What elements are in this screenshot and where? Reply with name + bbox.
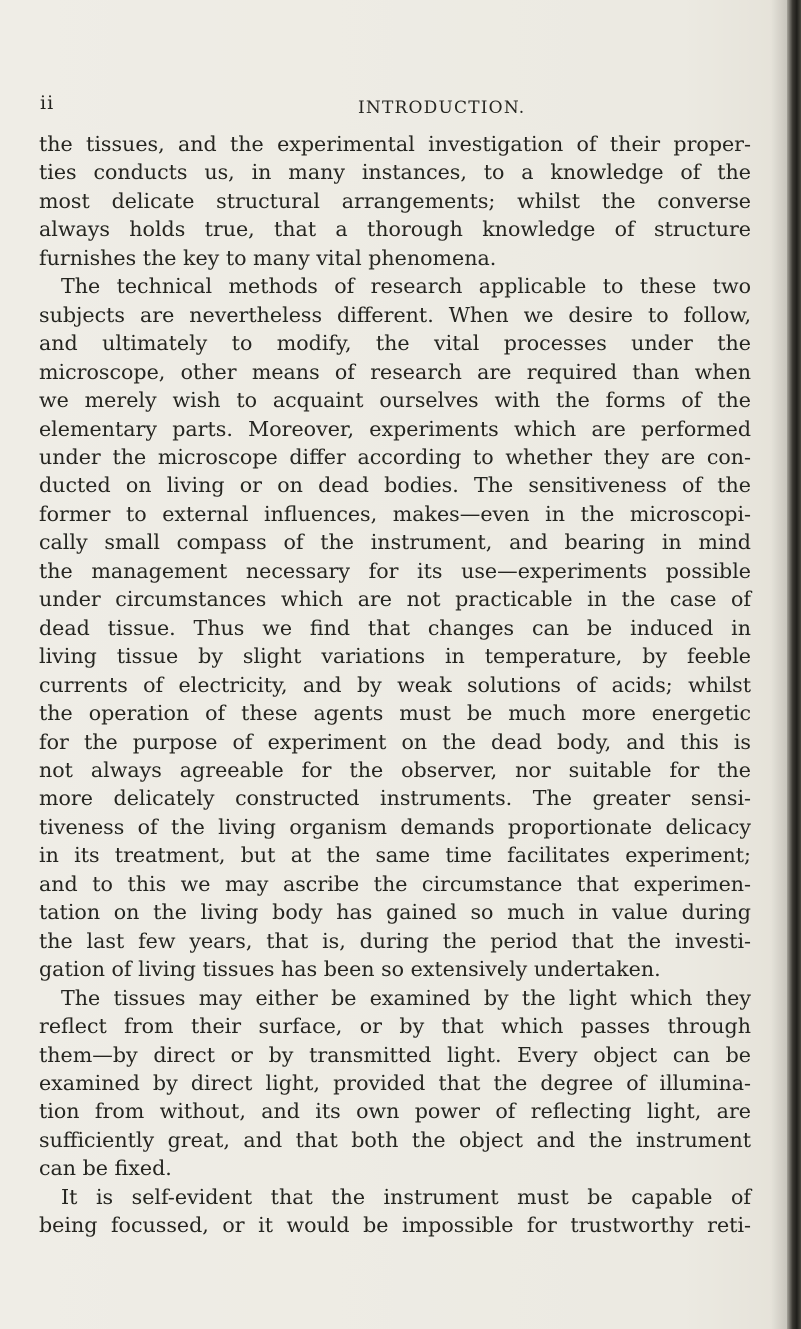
text-line: them—by direct or by transmitted light. Every object can be xyxy=(39,1042,751,1067)
text-line: cally small compass of the instrument, and bearing in mind xyxy=(39,530,751,555)
book-spine-edge xyxy=(787,0,801,1329)
text-line: tation on the living body has gained so much in value during xyxy=(39,900,751,925)
text-line: under the microscope differ according to whether they are con- xyxy=(39,444,751,469)
text-line: furnishes the key to many vital phenomena. xyxy=(39,245,497,270)
text-line: for the purpose of experiment on the dead body, and this is xyxy=(39,729,751,754)
text-line: and to this we may ascribe the circumstance that experimen- xyxy=(39,871,751,896)
text-line: currents of electricity, and by weak solutions of acids; whilst xyxy=(39,672,751,697)
text-line: reflect from their surface, or by that which passes through xyxy=(39,1014,751,1039)
text-line: the last few years, that is, during the period that the investi- xyxy=(39,928,751,953)
text-line: sufficiently great, and that both the object and the instrument xyxy=(39,1127,751,1152)
text-line: microscope, other means of research are required than when xyxy=(39,359,751,384)
text-line: can be fixed. xyxy=(39,1156,172,1181)
text-line: more delicately constructed instruments. The greater sensi- xyxy=(39,786,751,811)
gutter-shadow xyxy=(771,0,787,1329)
text-line: gation of living tissues has been so extensively undertaken. xyxy=(39,957,661,982)
text-line: ducted on living or on dead bodies. The sensitiveness of the xyxy=(39,473,751,498)
text-line: the operation of these agents must be much more energetic xyxy=(39,701,751,726)
text-line: always holds true, that a thorough knowledge of structure xyxy=(39,217,751,242)
text-line: tiveness of the living organism demands proportionate delicacy xyxy=(39,814,751,839)
text-line: dead tissue. Thus we find that changes can be induced in xyxy=(39,615,751,640)
text-line: most delicate structural arrangements; whilst the converse xyxy=(39,188,751,213)
text-line: The tissues may either be examined by the light which they xyxy=(61,985,751,1010)
running-head: INTRODUCTION. xyxy=(358,98,526,118)
text-line: in its treatment, but at the same time facilitates experiment; xyxy=(39,843,751,868)
page-number: ii xyxy=(40,92,55,114)
text-line: the management necessary for its use—experiments possible xyxy=(39,558,751,583)
text-line: ties conducts us, in many instances, to a knowledge of the xyxy=(39,160,751,185)
text-line: not always agreeable for the observer, nor suitable for the xyxy=(39,757,751,782)
text-line: under circumstances which are not practicable in the case of xyxy=(39,587,751,612)
text-line: living tissue by slight variations in temperature, by feeble xyxy=(39,644,751,669)
text-line: being focussed, or it would be impossible for trustworthy reti- xyxy=(39,1213,751,1238)
text-line: we merely wish to acquaint ourselves with the forms of the xyxy=(39,388,751,413)
text-line: The technical methods of research applicable to these two xyxy=(61,274,751,299)
text-line: tion from without, and its own power of reflecting light, are xyxy=(39,1099,751,1124)
text-line: subjects are nevertheless different. When we desire to follow, xyxy=(39,302,751,327)
text-line: the tissues, and the experimental investigation of their proper- xyxy=(39,132,751,156)
text-line: former to external influences, makes—even in the microscopi- xyxy=(39,501,751,526)
text-line: It is self-evident that the instrument must be capable of xyxy=(61,1184,751,1209)
body-text xyxy=(39,130,751,1240)
text-line: and ultimately to modify, the vital processes under the xyxy=(39,331,751,356)
text-line: examined by direct light, provided that the degree of illumina- xyxy=(39,1070,751,1095)
text-line: elementary parts. Moreover, experiments which are performed xyxy=(39,416,751,441)
